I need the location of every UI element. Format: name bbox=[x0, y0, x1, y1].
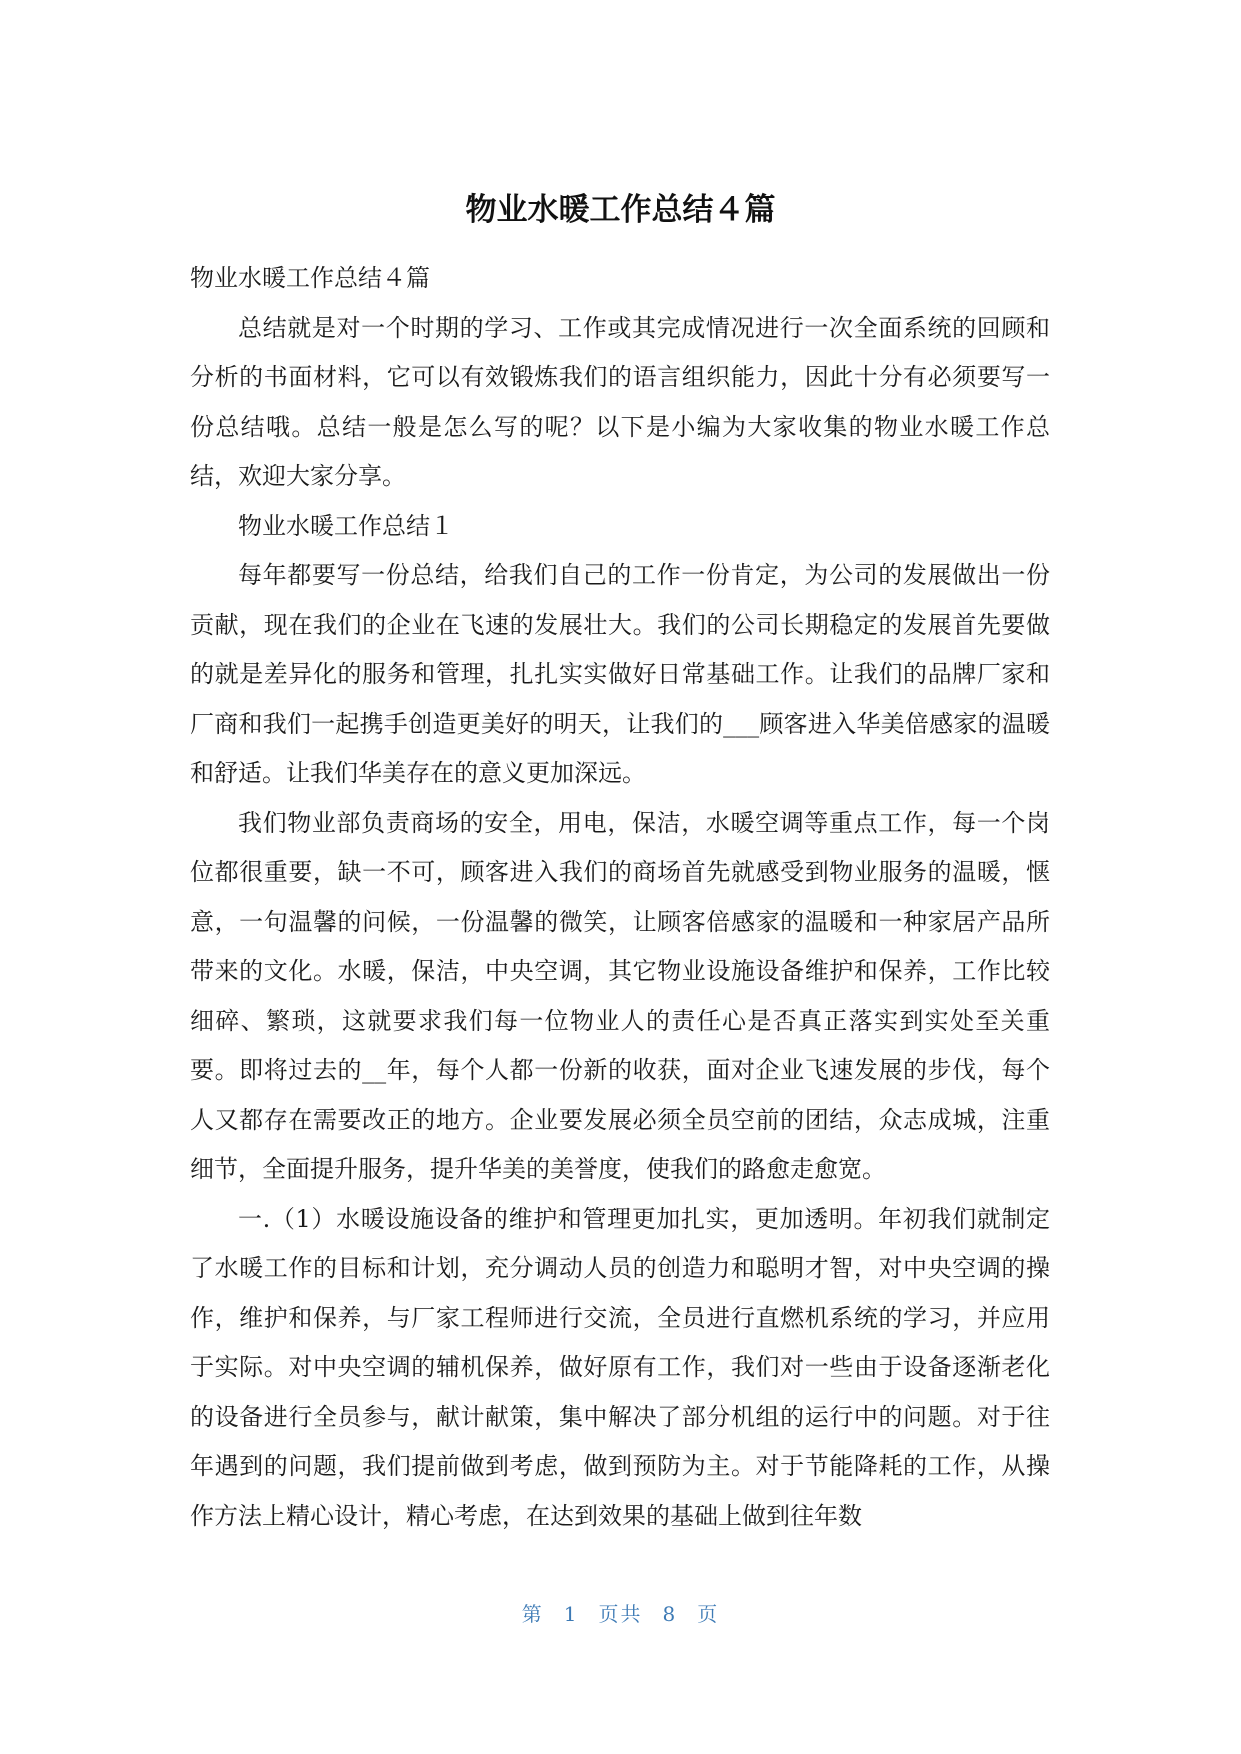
body-paragraph: 一.（1）水暖设施设备的维护和管理更加扎实，更加透明。年初我们就制定了水暖工作的目标和计划，充分调动人员的创造力和聪明才智，对中央空调的操作，维护和保养，与厂家工程师进行交流，全员进行直燃机系统的学习，并应用于实际。对中央空调的辅机保养，做好原有工作，我们对一些由于设备逐渐老化的设备进行全员参与，献计献策，集中解决了部分机组的运行中的问题。对于往年遇到的问题，我们提前做到考虑，做到预防为主。对于节能降耗的工作，从操作方法上精心设计，精心考虑，在达到效果的基础上做到往年数 bbox=[190, 1204, 1050, 1530]
page-label-prefix: 第 bbox=[521, 1602, 544, 1626]
document-title: 物业水暖工作总结４篇 bbox=[465, 192, 776, 228]
page-footer bbox=[0, 1600, 1241, 1628]
section-heading: 物业水暖工作总结１ bbox=[238, 511, 454, 540]
intro-paragraph: 总结就是对一个时期的学习、工作或其完成情况进行一次全面系统的回顾和分析的书面材料，它可以有效锻炼我们的语言组织能力，因此十分有必须要写一份总结哦。总结一般是怎么写的呢？以下是小编为大家收集的物业水暖工作总结，欢迎大家分享。 bbox=[190, 313, 1050, 490]
body-paragraph: 我们物业部负责商场的安全，用电，保洁，水暖空调等重点工作，每一个岗位都很重要，缺一不可，顾客进入我们的商场首先就感受到物业服务的温暖，惬意，一句温馨的问候，一份温馨的微笑，让顾客倍感家的温暖和一种家居产品所带来的文化。水暖，保洁，中央空调，其它物业设施设备维护和保养，工作比较细碎、繁琐，这就要求我们每一位物业人的责任心是否真正落实到实处至关重要。即将过去的__年，每个人都一份新的收获，面对企业飞速发展的步伐，每个人又都存在需要改正的地方。企业要发展必须全员空前的团结，众志成城，注重细节，全面提升服务，提升华美的美誉度，使我们的路愈走愈宽。 bbox=[190, 808, 1050, 1183]
subtitle-line: 物业水暖工作总结４篇 bbox=[190, 264, 430, 292]
page-label-suffix: 页 bbox=[697, 1602, 720, 1626]
total-pages-number: 8 bbox=[662, 1602, 678, 1626]
current-page-number: 1 bbox=[563, 1602, 579, 1626]
document-body bbox=[190, 254, 1050, 1541]
body-paragraph: 每年都要写一份总结，给我们自己的工作一份肯定，为公司的发展做出一份贡献，现在我们的企业在飞速的发展壮大。我们的公司长期稳定的发展首先要做的就是差异化的服务和管理，扎扎实实做好日常基础工作。让我们的品牌厂家和厂商和我们一起携手创造更美好的明天，让我们的___顾客进入华美倍感家的温暖和舒适。让我们华美存在的意义更加深远。 bbox=[190, 561, 1050, 787]
page-label-middle: 页共 bbox=[598, 1602, 643, 1626]
